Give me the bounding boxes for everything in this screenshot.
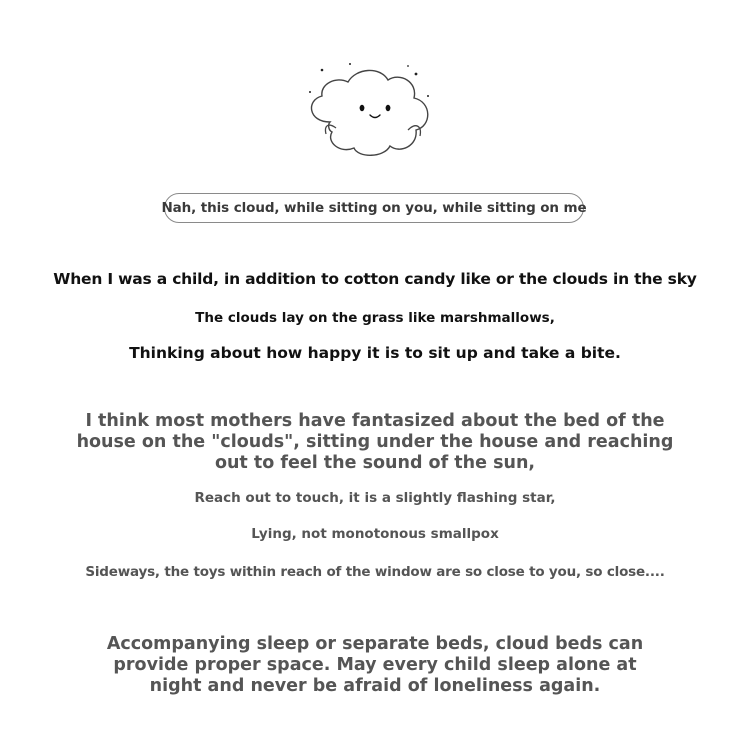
smiling-cloud-icon (300, 62, 442, 162)
middle-line-2: Lying, not monotonous smallpox (251, 526, 499, 542)
middle-line-3: Sideways, the toys within reach of the window are so close to you, so close.... (85, 564, 665, 580)
intro-line-3: Thinking about how happy it is to sit up and take a bite. (129, 344, 621, 362)
intro-line-1: When I was a child, in addition to cotton candy like or the clouds in the sky (53, 270, 697, 288)
intro-line-2: The clouds lay on the grass like marshmallows, (195, 310, 555, 326)
closing-paragraph: Accompanying sleep or separate beds, cloud beds can provide proper space. May every child sleep alone at night and never be afraid of loneliness again. (106, 634, 644, 696)
middle-paragraph: I think most mothers have fantasized about the bed of the house on the "clouds", sitting under the house and reaching out to feel the sound of the sun, (76, 411, 674, 473)
tagline-pill: Nah, this cloud, while sitting on you, while sitting on me (164, 193, 584, 223)
middle-line-1: Reach out to touch, it is a slightly flashing star, (194, 490, 556, 506)
